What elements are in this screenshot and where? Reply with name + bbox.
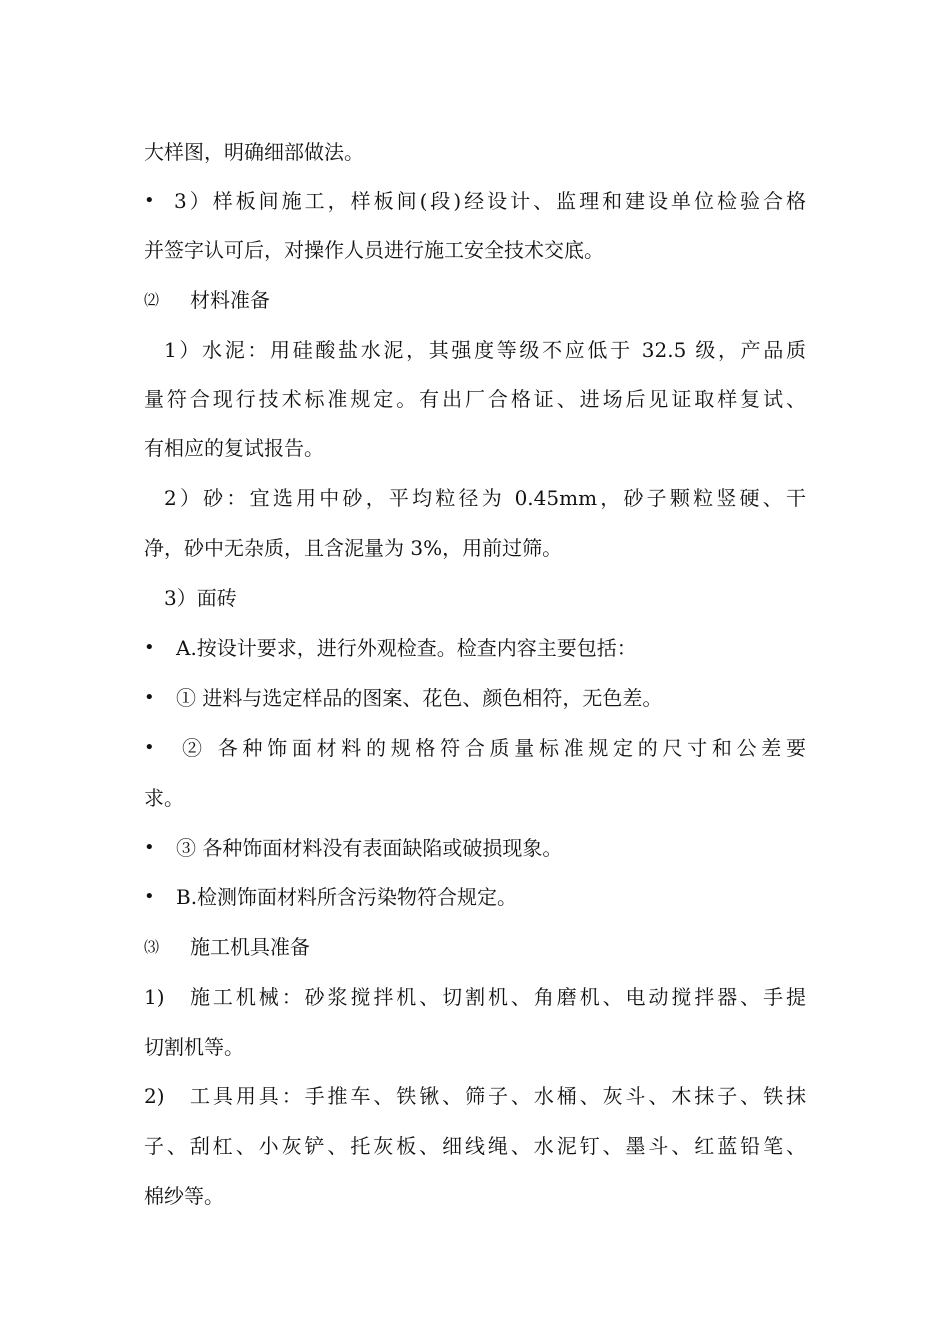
paragraph-line: 3）面砖 bbox=[164, 586, 237, 610]
paragraph-line: 2）砂：宜选用中砂，平均粒径为 0.45mm，砂子颗粒竖硬、干 bbox=[164, 486, 806, 510]
section-heading: 材料准备 bbox=[190, 288, 270, 312]
section-number: ⑶ bbox=[144, 938, 160, 956]
paragraph-line: 大样图，明确细部做法。 bbox=[144, 140, 364, 164]
paragraph-line: 工具用具：手推车、铁锹、筛子、水桶、灰斗、木抹子、铁抹 bbox=[190, 1084, 806, 1108]
paragraph-line: 净，砂中无杂质，且含泥量为 3%，用前过筛。 bbox=[144, 536, 563, 560]
paragraph-line: 棉纱等。 bbox=[144, 1184, 224, 1208]
bullet-icon: • bbox=[144, 637, 155, 658]
paragraph-line: B.检测饰面材料所含污染物符合规定。 bbox=[176, 885, 518, 909]
paragraph-line: 施工机械：砂浆搅拌机、切割机、角磨机、电动搅拌器、手提 bbox=[190, 985, 806, 1009]
list-number: 2) bbox=[144, 1084, 165, 1108]
paragraph-line: 有相应的复试报告。 bbox=[144, 436, 324, 460]
bullet-icon: • bbox=[144, 886, 155, 907]
bullet-icon: • bbox=[144, 737, 155, 758]
paragraph-line: 量符合现行技术标准规定。有出厂合格证、进场后见证取样复试、 bbox=[144, 387, 806, 411]
section-heading: 施工机具准备 bbox=[190, 935, 310, 959]
paragraph-line: 3）样板间施工，样板间(段)经设计、监理和建设单位检验合格 bbox=[174, 189, 806, 213]
list-number: 1) bbox=[144, 985, 165, 1009]
paragraph-line: ② 各种饰面材料的规格符合质量标准规定的尺寸和公差要 bbox=[182, 736, 806, 760]
paragraph-line: 求。 bbox=[144, 786, 184, 810]
paragraph-line: A.按设计要求，进行外观检查。检查内容主要包括： bbox=[176, 636, 637, 660]
bullet-icon: • bbox=[144, 687, 155, 708]
paragraph-line: 1）水泥：用硅酸盐水泥，其强度等级不应低于 32.5 级，产品质 bbox=[164, 338, 806, 362]
paragraph-line: ① 进料与选定样品的图案、花色、颜色相符，无色差。 bbox=[176, 686, 663, 710]
paragraph-line: 并签字认可后，对操作人员进行施工安全技术交底。 bbox=[144, 238, 604, 262]
section-number: ⑵ bbox=[144, 291, 160, 309]
paragraph-line: 切割机等。 bbox=[144, 1035, 244, 1059]
paragraph-line: ③ 各种饰面材料没有表面缺陷或破损现象。 bbox=[176, 836, 563, 860]
bullet-icon: • bbox=[144, 837, 155, 858]
bullet-icon: • bbox=[144, 190, 155, 211]
paragraph-line: 子、刮杠、小灰铲、托灰板、细线绳、水泥钉、墨斗、红蓝铅笔、 bbox=[144, 1134, 806, 1158]
